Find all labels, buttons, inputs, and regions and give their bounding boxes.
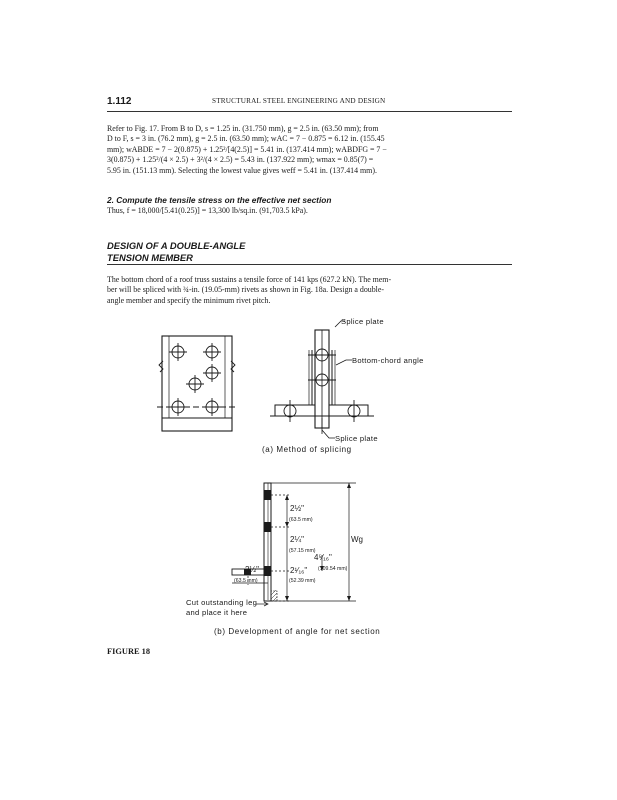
dim-total-mm: (109.54 mm) (318, 566, 348, 572)
dim-2-1-4: 2¼" (290, 535, 304, 544)
paragraph-line: 3(0.875) + 1.25²/(4 × 2.5) + 3²/(4 × 2.5) = 5.43 in. (137.922 mm); wmax = 0.85(7) = (107, 155, 374, 165)
bottom-chord-angle-label: Bottom-chord angle (352, 356, 424, 365)
dim-2-1-16: 2¹⁄₁₆" (290, 566, 308, 575)
developed-angle (232, 483, 356, 606)
splice-section (270, 321, 374, 438)
paragraph-line: The bottom chord of a roof truss sustains a tensile force of 141 kps (627.2 kN). The mem- (107, 275, 392, 284)
section-title-line: TENSION MEMBER (107, 251, 193, 263)
dim-2-1-2-mm: (63.5 mm) (289, 517, 313, 523)
book-title: STRUCTURAL STEEL ENGINEERING AND DESIGN (212, 97, 386, 105)
paragraph-line: Thus, f = 18,000/[5.41(0.25)] = 13,300 lb/sq.in. (91,703.5 kPa). (107, 206, 308, 215)
splice-elevation (157, 336, 237, 431)
paragraph-line: mm); wABDE = 7 − 2(0.875) + 1.25²/[4(2.5)] = 5.41 in. (137.414 mm); wABDFG = 7 − (107, 144, 387, 154)
dim-leg: 2½" (245, 565, 259, 574)
dim-total: 4⁵⁄₁₆" (314, 553, 332, 562)
splice-plate-top-label: Splice plate (341, 317, 384, 326)
cut-note-line-2: and place it here (186, 608, 248, 617)
cut-leg-hatch (271, 590, 277, 601)
section-title-line: DESIGN OF A DOUBLE-ANGLE (107, 240, 246, 251)
paragraph-line: angle member and specify the minimum rivet pitch. (107, 295, 271, 305)
paragraph-line: ber will be spliced with ¾-in. (19.05-mm) rivets as shown in Fig. 18a. Design a double- (107, 285, 385, 295)
paragraph-line: Refer to Fig. 17. From B to D, s = 1.25 in. (31.750 mm), g = 2.5 in. (63.50 mm); from (107, 124, 379, 133)
splice-plate-bottom-label: Splice plate (335, 434, 378, 443)
paragraph-line: D to F, s = 3 in. (76.2 mm), g = 2.5 in. (63.50 mm); wAC = 7 − 0.875 = 6.12 in. (155.45 (107, 134, 385, 144)
rivet-symbols (169, 343, 221, 416)
caption-part-a: (a) Method of splicing (262, 445, 352, 454)
caption-part-b: (b) Development of angle for net section (214, 627, 381, 636)
dim-2-1-16-mm: (52.39 mm) (289, 578, 316, 584)
step-2-heading: 2. Compute the tensile stress on the effective net section (107, 195, 332, 205)
dim-2-1-4-mm: (57.15 mm) (289, 548, 316, 554)
dim-2-1-2: 2½" (290, 504, 304, 513)
dim-leg-mm: (63.5 mm) (234, 578, 258, 584)
paragraph-line: 5.95 in. (151.13 mm). Selecting the lowest value gives weff = 5.41 in. (137.414 mm). (107, 165, 377, 175)
wg-label: Wg (351, 535, 363, 544)
cut-note-line-1: Cut outstanding leg (186, 598, 258, 607)
figure-label: FIGURE 18 (107, 647, 151, 656)
page-number: 1.112 (107, 96, 132, 107)
